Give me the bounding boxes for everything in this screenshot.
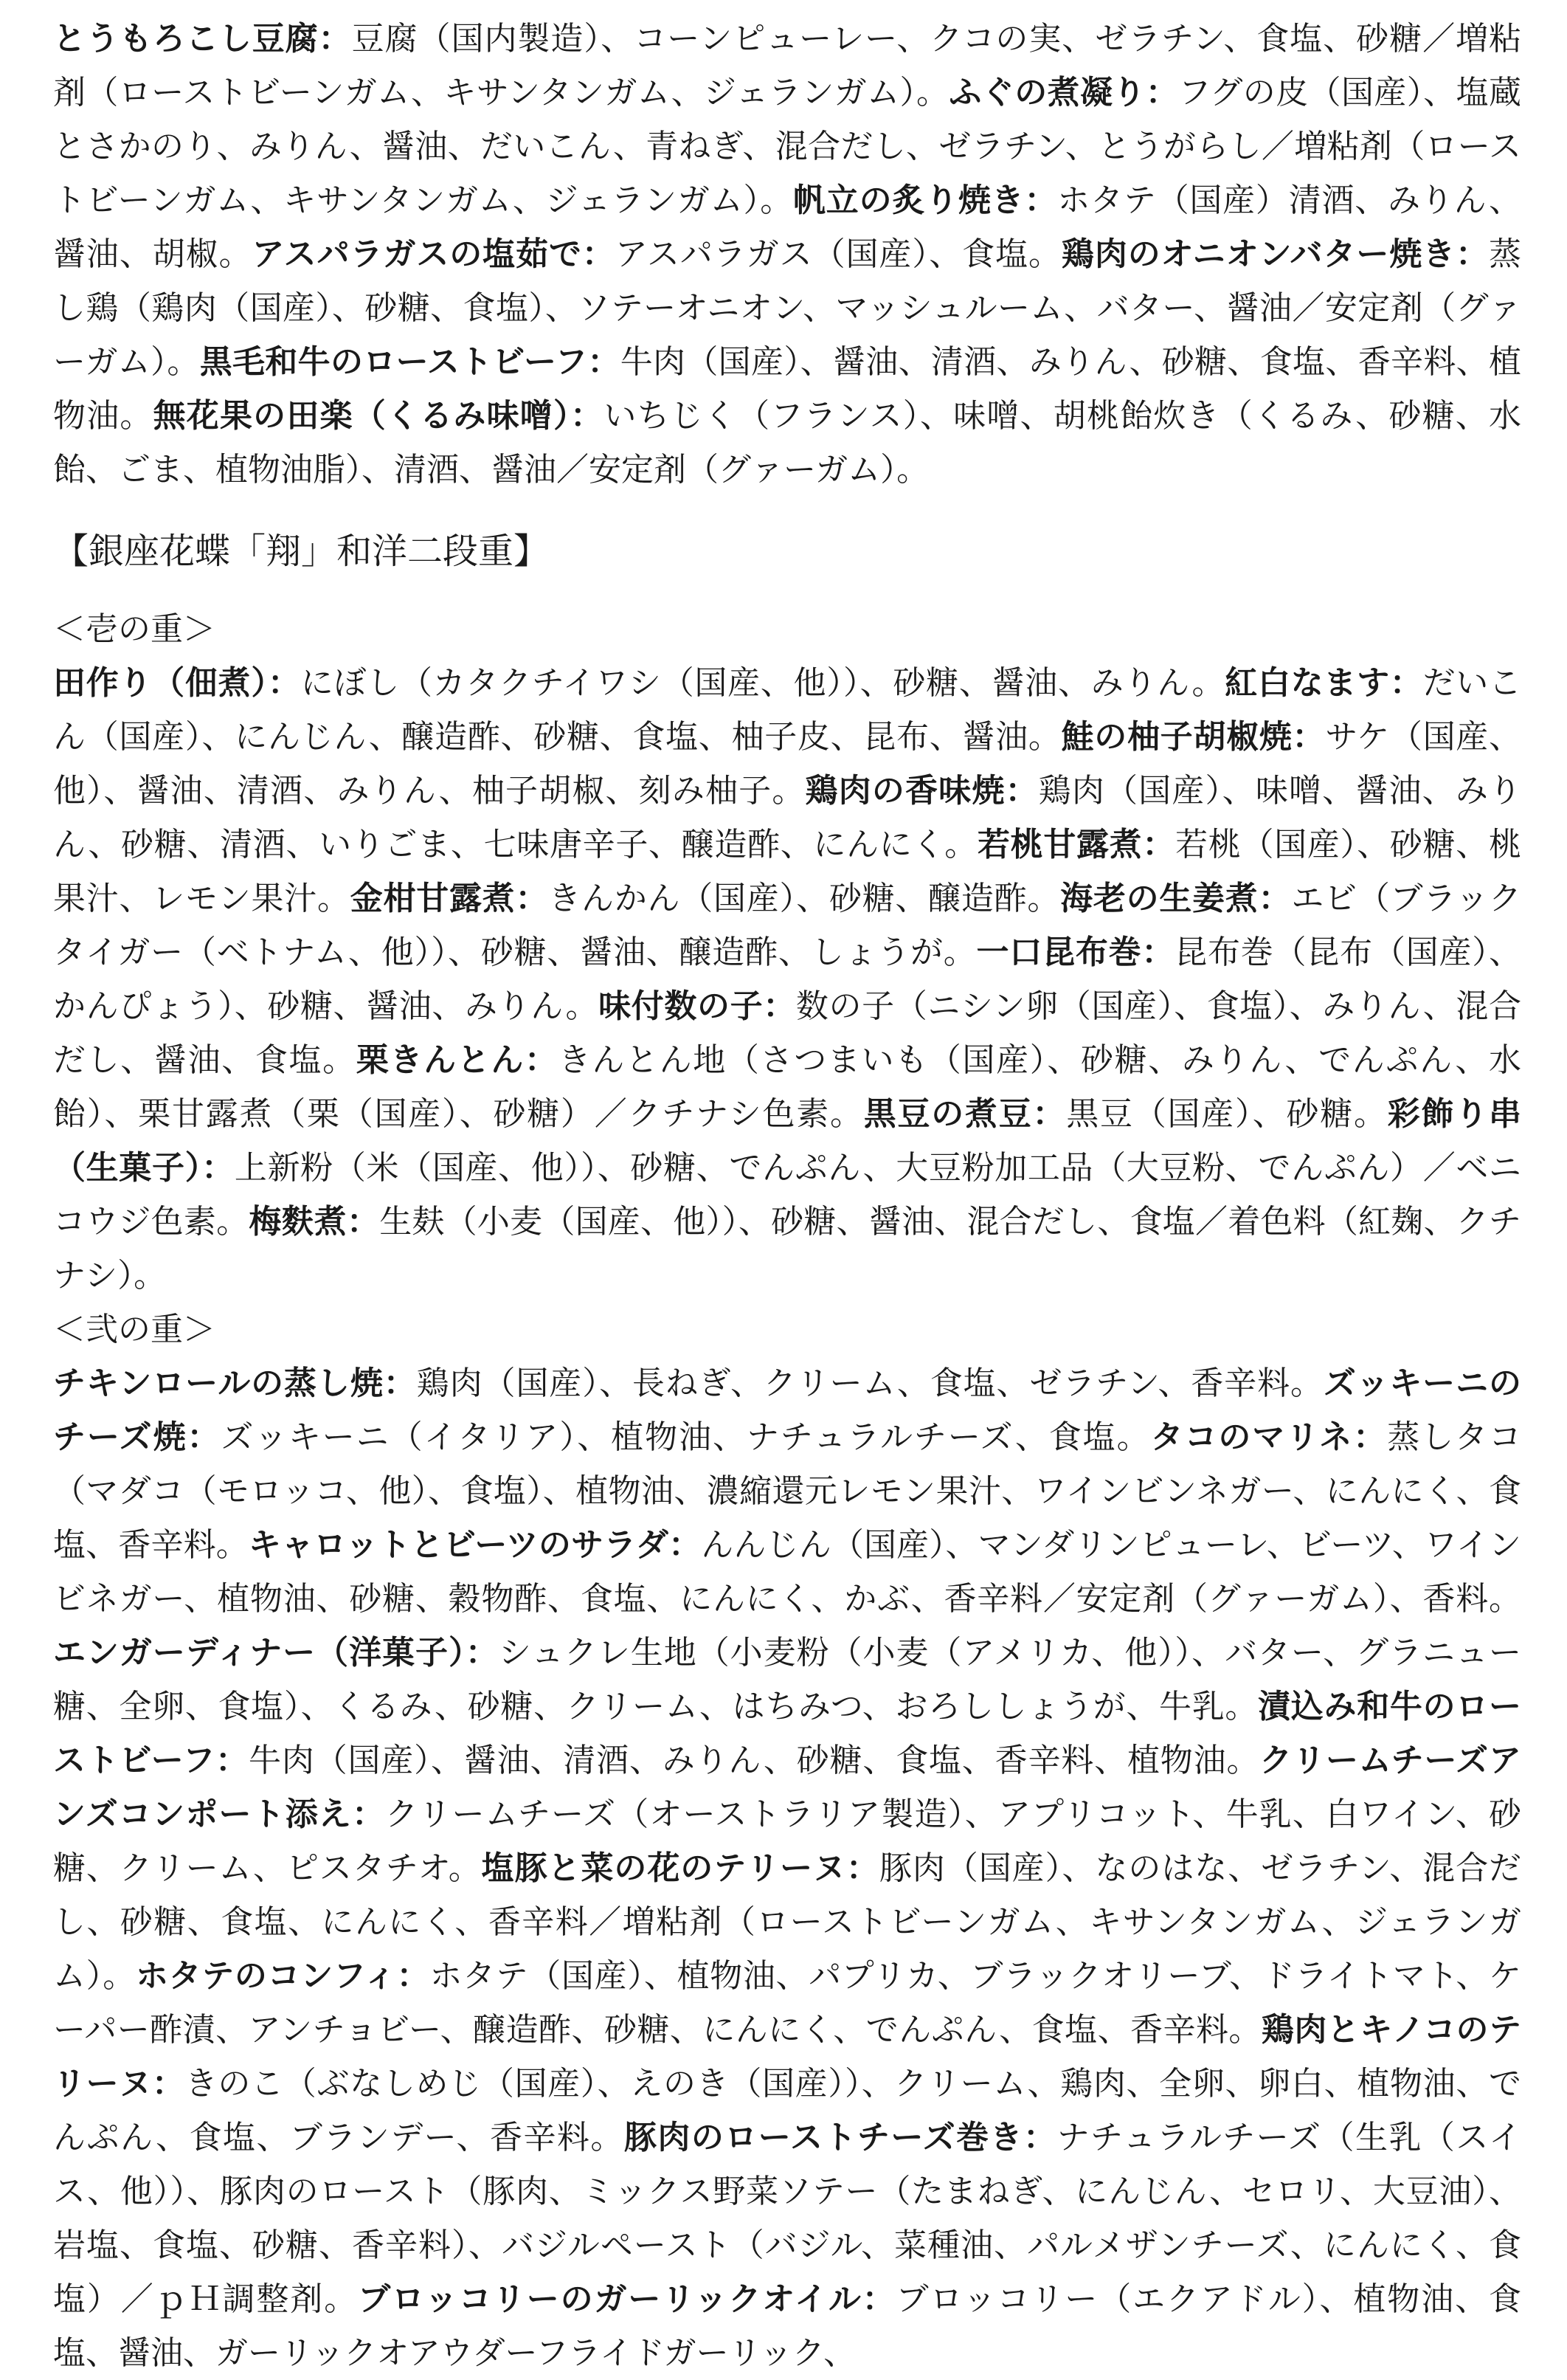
- item-ingredients: きのこ（ぶなしめじ（国産）、えのき（国産））、クリーム、鶏肉、全卵、卵白、植物油、でんぷん、食塩、ブランデー、香辛料。: [53, 2065, 1521, 2156]
- item-name: エンガーディナー（洋菓子）：: [53, 1634, 499, 1672]
- item-ingredients: にぼし（カタクチイワシ（国産、他））、砂糖、醤油、みりん。: [300, 664, 1225, 702]
- item-ingredients: 生麸（小麦（国産、他））、砂糖、醤油、混合だし、食塩／着色料（紅麹、クチナシ）。: [53, 1203, 1522, 1294]
- tier-2-ingredient-paragraph: [53, 1356, 1521, 2380]
- item-name: 鶏肉とキノコのテリーヌ：: [53, 2011, 1521, 2103]
- tier-1-label: ＜壱の重＞: [53, 610, 215, 648]
- item-ingredients: 数の子（ニシン卵（国産）、食塩）、みりん、混合だし、醤油、食塩。: [53, 987, 1522, 1079]
- item-name: 帆立の炙り焼き：: [793, 182, 1058, 219]
- ingredient-item: [350, 880, 1060, 917]
- item-name: 鶏肉の香味焼：: [805, 772, 1039, 810]
- item-ingredients: きんとん地（さつまいも（国産）、砂糖、みりん、でんぷん、水飴）、栗甘露煮（栗（国産）、砂糖）／クチナシ色素。: [53, 1041, 1522, 1133]
- ingredient-item: [864, 1095, 1388, 1133]
- item-ingredients: 若桃（国産）、砂糖、桃果汁、レモン果汁。: [53, 826, 1521, 917]
- item-name: 若桃甘露煮：: [978, 826, 1176, 863]
- item-ingredients: 豚肉（国産）、なのはな、ゼラチン、混合だし、砂糖、食塩、にんにく、香辛料／増粘剤（ローストビーンガム、キサンタンガム、ジェランガム）。: [53, 1849, 1522, 1995]
- item-name: 梅麩煮：: [249, 1203, 380, 1241]
- tier-1-ingredient-paragraph: [53, 656, 1521, 1303]
- ingredient-item: [252, 235, 1062, 273]
- ingredient-document: [53, 12, 1521, 2380]
- item-ingredients: きんかん（国産）、砂糖、醸造酢。: [548, 880, 1061, 917]
- ingredient-item: [53, 664, 1225, 702]
- item-name: ブロッコリーのガーリックオイル：: [358, 2280, 896, 2318]
- intro-ingredient-paragraph: [53, 12, 1521, 497]
- item-ingredients: ブロッコリー（エクアドル）、植物油、食塩、醤油、ガーリックオアウダーフライドガーリック、: [53, 2280, 1521, 2372]
- item-ingredients: だいこん（国産）、にんじん、醸造酢、砂糖、食塩、柚子皮、昆布、醤油。: [53, 664, 1522, 756]
- item-name: 一口昆布巻：: [976, 934, 1175, 971]
- item-name: とうもろこし豆腐：: [53, 20, 352, 58]
- item-name: 田作り（佃煮）：: [53, 664, 301, 702]
- item-name: ホタテのコンフィ：: [135, 1957, 430, 1995]
- item-ingredients: 豆腐（国内製造）、コーンピューレー、クコの実、ゼラチン、食塩、砂糖／増粘剤（ローストビーンガム、キサンタンガム、ジェランガム）。: [53, 20, 1521, 111]
- item-ingredients: 鶏肉（国産）、長ねぎ、クリーム、食塩、ゼラチン、香辛料。: [416, 1365, 1324, 1402]
- item-name: 塩豚と菜の花のテリーヌ：: [481, 1849, 879, 1887]
- item-name: 鮭の柚子胡椒焼：: [1061, 718, 1326, 756]
- item-name: 黒豆の煮豆：: [863, 1095, 1067, 1133]
- item-name: クリームチーズアンズコンポート添え：: [53, 1742, 1522, 1833]
- item-name: タコのマリネ：: [1150, 1418, 1388, 1456]
- item-name: 鶏肉のオニオンバター焼き：: [1061, 235, 1489, 273]
- ingredient-item: [53, 1203, 1521, 1294]
- item-ingredients: アスパラガス（国産）、食塩。: [615, 235, 1062, 273]
- item-ingredients: 昆布巻（昆布（国産）、かんぴょう）、砂糖、醤油、みりん。: [53, 934, 1522, 1025]
- set-title: 【銀座花蝶「翔」和洋二段重】: [53, 531, 550, 572]
- item-name: 金柑甘露煮：: [350, 880, 549, 917]
- item-ingredients: んんじん（国産）、マンダリンピューレ、ビーツ、ワインビネガー、植物油、砂糖、穀物酢、食塩、にんにく、かぶ、香辛料／安定剤（グァーガム）、香料。: [53, 1526, 1521, 1618]
- item-name: アスパラガスの塩茹で：: [252, 235, 615, 273]
- item-ingredients: ホタテ（国産）清酒、みりん、醤油、胡椒。: [53, 182, 1521, 273]
- item-name: 漬込み和牛のローストビーフ：: [53, 1688, 1521, 1779]
- item-ingredients: 牛肉（国産）、醤油、清酒、みりん、砂糖、食塩、香辛料、植物油。: [249, 1742, 1260, 1779]
- item-name: キャロットとビーツのサラダ：: [248, 1526, 702, 1564]
- item-name: 黒毛和牛のローストビーフ：: [199, 343, 620, 381]
- item-ingredients: 上新粉（米（国産、他））、砂糖、でんぷん、大豆粉加工品（大豆粉、でんぷん）／ベニコウジ色素。: [53, 1149, 1522, 1241]
- ingredient-item: [53, 1365, 1324, 1402]
- item-ingredients: クリームチーズ（オーストラリア製造）、アプリコット、牛乳、白ワイン、砂糖、クリーム、ピスタチオ。: [53, 1796, 1521, 1887]
- item-name: 味付数の子：: [598, 987, 796, 1025]
- item-ingredients: フグの皮（国産）、塩蔵とさかのり、みりん、醤油、だいこん、青ねぎ、混合だし、ゼラチン、とうがらし／増粘剤（ローストビーンガム、キサンタンガム、ジェランガム）。: [53, 74, 1521, 219]
- item-name: チキンロールの蒸し焼：: [53, 1365, 417, 1402]
- item-ingredients: ナチュラルチーズ（生乳（スイス、他））、豚肉のロースト（豚肉、ミックス野菜ソテー（たまねぎ、にんじん、セロリ、大豆油）、岩塩、食塩、砂糖、香辛料）、バジルペースト（バジル、菜種油、パルメザンチーズ、にんにく、食塩）／ｐＨ調整剤。: [53, 2119, 1521, 2318]
- item-name: 紅白なます：: [1225, 664, 1423, 702]
- item-ingredients: 蒸し鶏（鶏肉（国産）、砂糖、食塩）、ソテーオニオン、マッシュルーム、バター、醤油／安定剤（グァーガム）。: [53, 235, 1521, 381]
- item-name: ふぐの煮凝り：: [949, 74, 1179, 111]
- item-name: ズッキーニのチーズ焼：: [53, 1365, 1521, 1456]
- item-ingredients: ズッキーニ（イタリア）、植物油、ナチュラルチーズ、食塩。: [221, 1418, 1151, 1456]
- item-ingredients: サケ（国産、他）、醤油、清酒、みりん、柚子胡椒、刻み柚子。: [53, 718, 1521, 810]
- item-name: 彩飾り串（生菓子）：: [53, 1095, 1522, 1187]
- item-ingredients: いちじく（フランス）、味噌、胡桃飴炊き（くるみ、砂糖、水飴、ごま、植物油脂）、清酒、醤油／安定剤（グァーガム）。: [53, 397, 1521, 489]
- item-name: 無花果の田楽（くるみ味噌）：: [153, 397, 604, 435]
- tier-2-label: ＜弐の重＞: [53, 1311, 215, 1348]
- item-ingredients: ホタテ（国産）、植物油、パプリカ、ブラックオリーブ、ドライトマト、ケーパー酢漬、アンチョビー、醸造酢、砂糖、にんにく、でんぷん、食塩、香辛料。: [53, 1957, 1522, 2049]
- item-ingredients: シュクレ生地（小麦粉（小麦（アメリカ、他））、バター、グラニュー糖、全卵、食塩）、くるみ、砂糖、クリーム、はちみつ、おろししょうが、牛乳。: [53, 1634, 1521, 1725]
- item-ingredients: エビ（ブラックタイガー（ベトナム、他））、砂糖、醤油、醸造酢、しょうが。: [53, 880, 1522, 971]
- item-ingredients: 牛肉（国産）、醤油、清酒、みりん、砂糖、食塩、香辛料、植物油。: [53, 343, 1521, 435]
- ingredient-item: [53, 1526, 1521, 1618]
- item-ingredients: 鶏肉（国産）、味噌、醤油、みりん、砂糖、清酒、いりごま、七味唐辛子、醸造酢、にんにく。: [53, 772, 1522, 863]
- item-name: 栗きんとん：: [356, 1041, 558, 1079]
- item-ingredients: 黒豆（国産）、砂糖。: [1066, 1095, 1388, 1133]
- item-name: 海老の生姜煮：: [1060, 880, 1292, 917]
- ingredient-item: [53, 397, 1521, 489]
- item-ingredients: 蒸しタコ（マダコ（モロッコ、他）、食塩）、植物油、濃縮還元レモン果汁、ワインビンネガー、にんにく、食塩、香辛料。: [53, 1418, 1521, 1564]
- item-name: 豚肉のローストチーズ巻き：: [623, 2119, 1057, 2156]
